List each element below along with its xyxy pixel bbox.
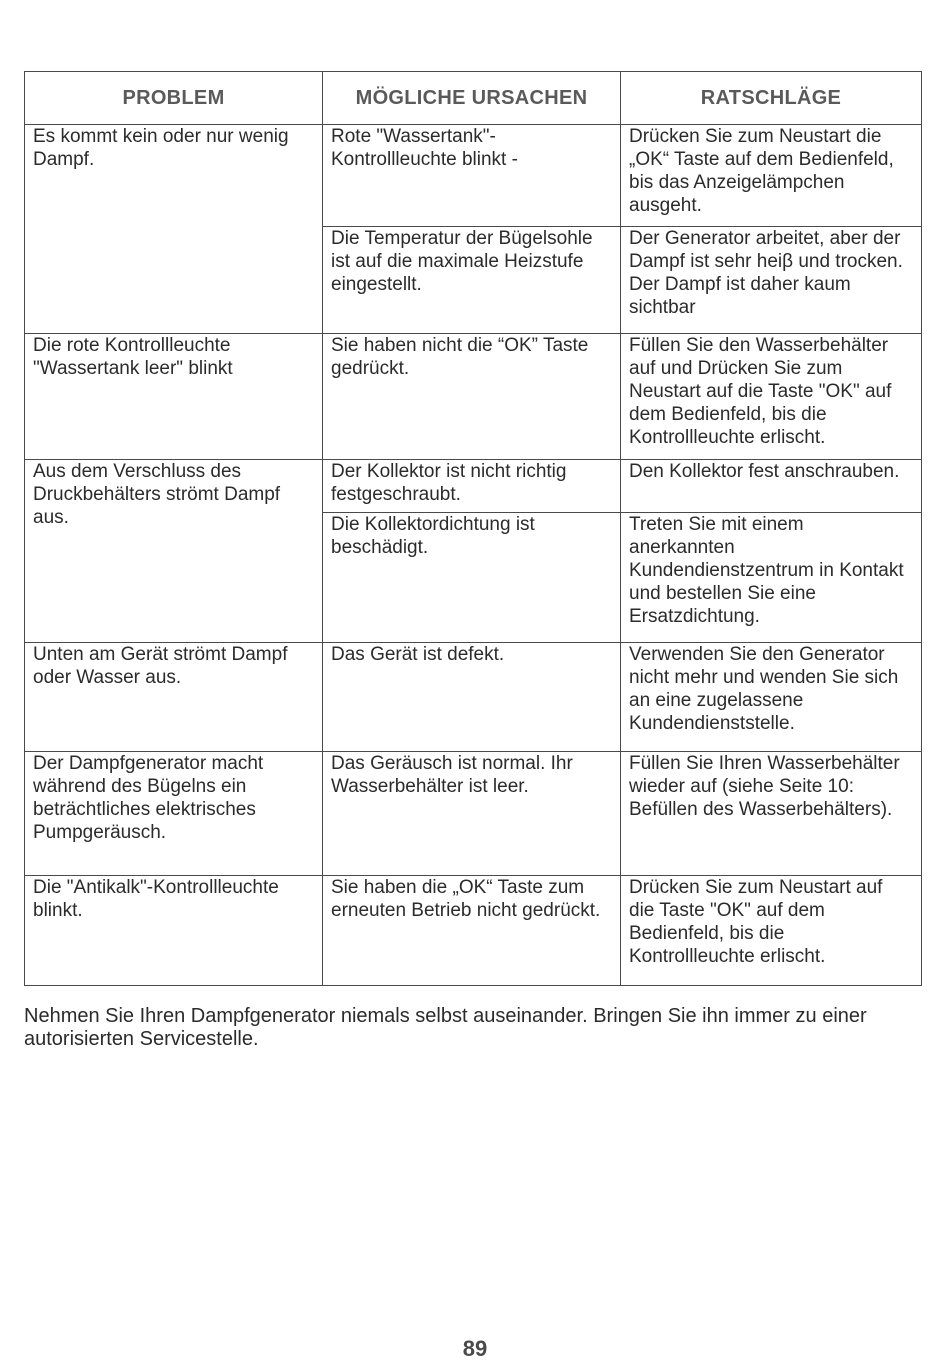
advice-cell: Füllen Sie den Wasserbehälter auf und Drücken Sie zum Neustart auf die Taste "OK" auf dem Bedienfeld, bis die Kontrollleuchte erlischt.	[621, 334, 922, 460]
page-number: 89	[462, 1336, 488, 1361]
advice-cell: Treten Sie mit einem anerkannten Kundendienstzentrum in Kontakt und bestellen Sie eine Ersatzdichtung.	[621, 513, 922, 643]
cause-cell: Sie haben die „OK“ Taste zum erneuten Betrieb nicht gedrückt.	[323, 876, 621, 986]
table-row	[25, 876, 922, 986]
advice-cell: Drücken Sie zum Neustart auf die Taste "OK" auf dem Bedienfeld, bis die Kontrollleuchte erlischt.	[621, 876, 922, 986]
header-causes: MÖGLICHE URSACHEN	[323, 72, 621, 125]
problem-cell: Die rote Kontrollleuchte "Wassertank leer" blinkt	[25, 334, 323, 460]
problem-cell: Aus dem Verschluss des Druckbehälters strömt Dampf aus.	[25, 460, 323, 643]
problem-cell: Der Dampfgenerator macht während des Bügelns ein beträchtliches elektrisches Pumpgeräusch.	[25, 752, 323, 876]
cause-cell: Der Kollektor ist nicht richtig festgeschraubt.	[323, 460, 621, 513]
advice-cell: Drücken Sie zum Neustart die „OK“ Taste auf dem Bedienfeld, bis das Anzeigelämpchen ausgeht.	[621, 125, 922, 227]
problem-cell: Unten am Gerät strömt Dampf oder Wasser aus.	[25, 643, 323, 752]
problem-cell: Es kommt kein oder nur wenig Dampf.	[25, 125, 323, 334]
header-problem: PROBLEM	[25, 72, 323, 125]
advice-cell: Der Generator arbeitet, aber der Dampf ist sehr heiβ und trocken. Der Dampf ist daher kaum sichtbar	[621, 227, 922, 334]
cause-cell: Die Temperatur der Bügelsohle ist auf die maximale Heizstufe eingestellt.	[323, 227, 621, 334]
advice-cell: Den Kollektor fest anschrauben.	[621, 460, 922, 513]
table-row	[25, 460, 922, 513]
cause-cell: Das Geräusch ist normal. Ihr Wasserbehälter ist leer.	[323, 752, 621, 876]
advice-cell: Verwenden Sie den Generator nicht mehr und wenden Sie sich an eine zugelassene Kundendienststelle.	[621, 643, 922, 752]
table-row	[25, 125, 922, 227]
cause-cell: Sie haben nicht die “OK” Taste gedrückt.	[323, 334, 621, 460]
safety-note: Nehmen Sie Ihren Dampfgenerator niemals selbst auseinander. Bringen Sie ihn immer zu einer autorisierten Servicestelle.	[24, 1005, 867, 1050]
troubleshooting-table	[24, 71, 922, 986]
table-header-row	[25, 72, 922, 125]
cause-cell: Die Kollektordichtung ist beschädigt.	[323, 513, 621, 643]
advice-cell: Füllen Sie Ihren Wasserbehälter wieder auf (siehe Seite 10: Befüllen des Wasserbehälters).	[621, 752, 922, 876]
table-row	[25, 334, 922, 460]
cause-cell: Rote "Wassertank"-Kontrollleuchte blinkt -	[323, 125, 621, 227]
table-row	[25, 752, 922, 876]
header-advice: RATSCHLÄGE	[621, 72, 922, 125]
table-row	[25, 643, 922, 752]
cause-cell: Das Gerät ist defekt.	[323, 643, 621, 752]
problem-cell: Die "Antikalk"-Kontrollleuchte blinkt.	[25, 876, 323, 986]
